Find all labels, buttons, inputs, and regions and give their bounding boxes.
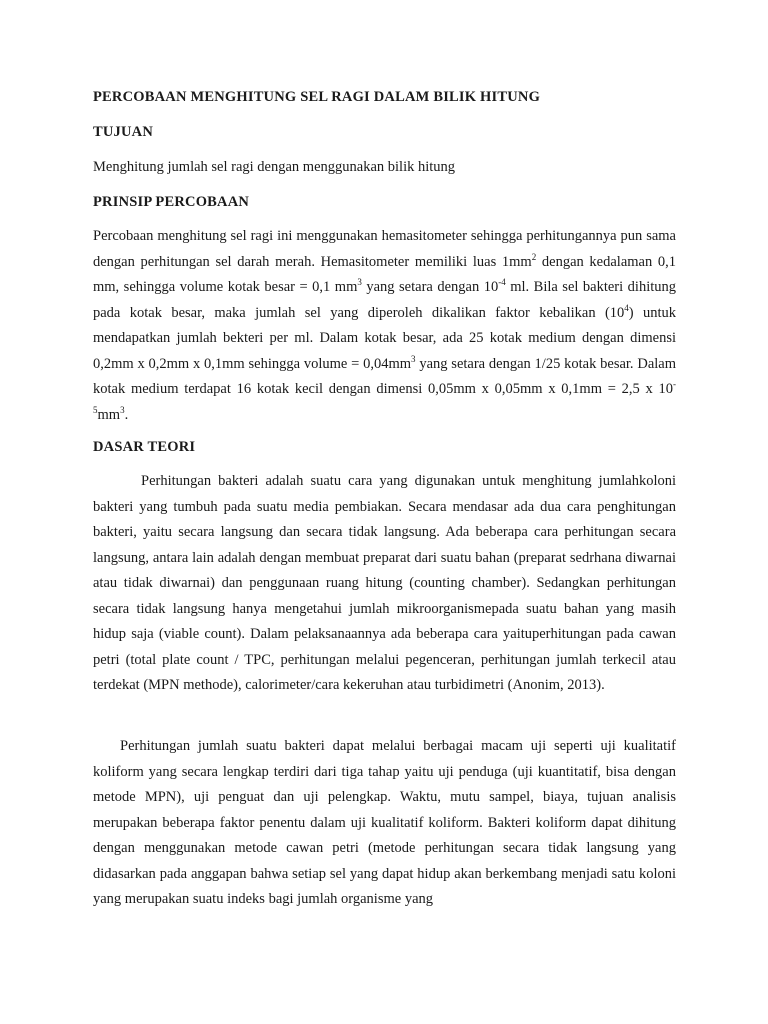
- dasar-teori-paragraph-1: Perhitungan bakteri adalah suatu cara yang digunakan untuk menghitung jumlahkoloni bakteri yang tumbuh pada suatu media pembiakan. Secara mendasar ada dua cara penghitungan bakteri, yaitu secara langsung dan secara tidak langsung. Ada beberapa cara perhitungan secara langsung, antara lain adalah dengan membuat preparat dari suatu bahan (preparat sedrhana diwarnai atau tidak diwarnai) dan penggunaan ruang hitung (counting chamber). Sedangkan perhitungan secara tidak langsung hanya mengetahui jumlah mikroorganismepada suatu bahan yang masih hidup saja (viable count). Dalam pelaksanaannya ada beberapa cara yaituperhitungan pada cawan petri (total plate count / TPC, perhitungan melalui pegenceran, perhitungan jumlah terkecil atau terdekat (MPN methode), calorimeter/cara kekeruhan atau turbidimetri (Anonim, 2013).: [93, 473, 676, 693]
- superscript-5: 3: [411, 353, 416, 364]
- document-title: PERCOBAAN MENGHITUNG SEL RAGI DALAM BILIK HITUNG: [93, 89, 541, 105]
- prinsip-text-8: .: [124, 406, 129, 423]
- dasar-teori-heading: DASAR TEORI: [93, 439, 196, 455]
- tujuan-text: Menghitung jumlah sel ragi dengan menggunakan bilik hitung: [93, 159, 456, 175]
- prinsip-text-4: ml. Bila sel bakteri dihitung pada kotak besar, maka jumlah sel yang diperoleh dikalikan faktor kebalikan (10: [93, 279, 676, 321]
- prinsip-heading: PRINSIP PERCOBAAN: [93, 194, 250, 210]
- prinsip-text-7: mm: [97, 406, 121, 423]
- prinsip-text-5: ) untuk mendapatkan jumlah bekteri per ml. Dalam kotak besar, ada 25 kotak medium dengan dimensi 0,2mm x 0,2mm x 0,1mm sehingga volume = 0,04mm: [93, 304, 677, 372]
- prinsip-text-1: Percobaan menghitung sel ragi ini menggunakan hemasitometer sehingga perhitungannya pun sama dengan perhitungan sel darah merah. Hemasitometer memiliki luas 1mm: [93, 228, 676, 270]
- superscript-2: 3: [357, 277, 362, 288]
- prinsip-text-6: yang setara dengan 1/25 kotak besar. Dalam kotak medium terdapat 16 kotak kecil dengan dimensi 0,05mm x 0,05mm x 0,1mm = 2,5 x 10: [93, 355, 676, 397]
- tujuan-heading: TUJUAN: [93, 124, 154, 140]
- prinsip-text-2: dengan kedalaman 0,1 mm, sehingga volume kotak besar = 0,1 mm: [93, 253, 677, 295]
- superscript-4: 4: [624, 302, 629, 313]
- document-page: [93, 0, 676, 1024]
- superscript-6: -5: [93, 379, 676, 415]
- prinsip-paragraph: [93, 224, 676, 428]
- prinsip-text-3: yang setara dengan 10: [361, 279, 499, 295]
- superscript-1: 2: [531, 251, 537, 262]
- superscript-3: -4: [498, 277, 506, 288]
- superscript-7: 3: [120, 404, 125, 415]
- dasar-teori-paragraph-2: Perhitungan jumlah suatu bakteri dapat melalui berbagai macam uji seperti uji kualitatif koliform yang secara lengkap terdiri dari tiga tahap yaitu uji penduga (uji kuantitatif, bisa dengan metode MPN), uji penguat dan uji pelengkap. Waktu, mutu sampel, biaya, tujuan analisis merupakan beberapa faktor penentu dalam uji kualitatif koliform. Bakteri koliform dapat dihitung dengan menggunakan metode cawan petri (metode perhitungan secara tidak langsung yang didasarkan pada anggapan bahwa setiap sel yang dapat hidup akan berkembang menjadi satu koloni yang merupakan suatu indeks bagi jumlah organisme yang: [93, 738, 676, 907]
